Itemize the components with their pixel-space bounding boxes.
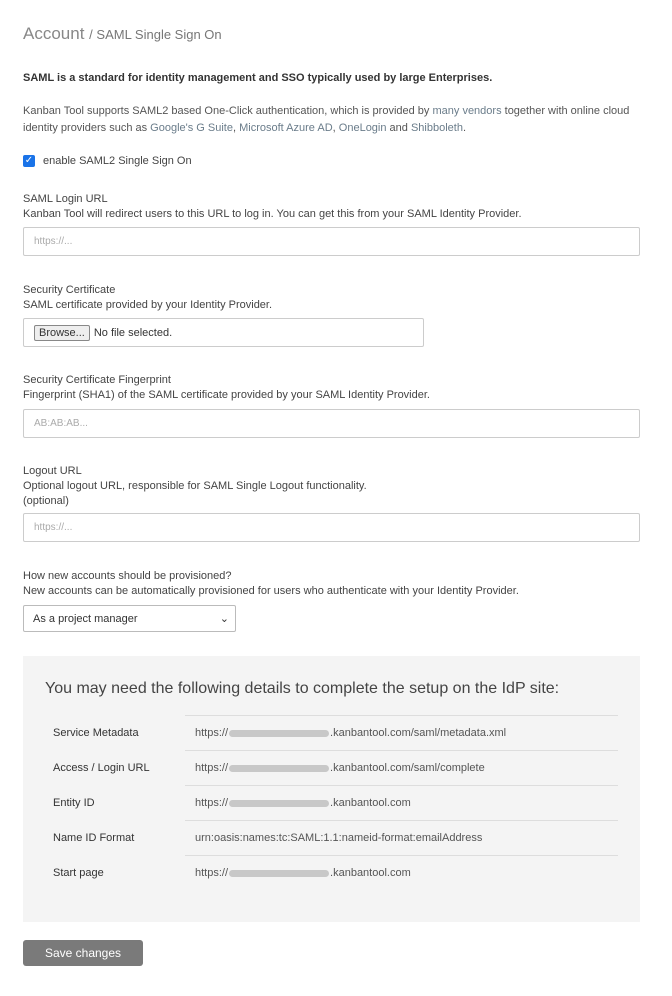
panel-heading: You may need the following details to complete the setup on the IdP site:: [45, 680, 560, 697]
detail-row: [53, 751, 618, 786]
title-subpage: / SAML Single Sign On: [89, 27, 222, 42]
save-changes-button[interactable]: Save changes: [23, 940, 143, 966]
detail-value: [195, 832, 482, 844]
logout-url-input[interactable]: https://...: [23, 513, 640, 542]
logout-help: Optional logout URL, responsible for SAML Single Logout functionality.: [23, 480, 367, 492]
detail-key: Service Metadata: [53, 727, 139, 739]
checkbox-checked-icon[interactable]: ✓: [24, 155, 34, 166]
detail-value: [195, 797, 411, 809]
detail-value: [195, 727, 506, 739]
detail-row: [53, 821, 618, 856]
chevron-down-icon: ⌄: [219, 613, 229, 625]
file-status: No file selected.: [93, 326, 173, 339]
redacted-subdomain: [229, 730, 329, 737]
detail-key: Entity ID: [53, 797, 95, 809]
login-url-label-group: [23, 192, 522, 222]
provision-label-group: [23, 569, 519, 599]
vendors-link[interactable]: many vendors: [432, 105, 502, 117]
intro-heading: SAML is a standard for identity management and SSO typically used by large Enterprises.: [23, 72, 493, 84]
intro-paragraph: [23, 103, 643, 137]
login-url-label: SAML Login URL: [23, 193, 108, 205]
certificate-label: Security Certificate: [23, 284, 116, 296]
login-url-input[interactable]: https://...: [23, 227, 640, 256]
fingerprint-label-group: [23, 373, 430, 403]
value-prefix: https://: [195, 727, 229, 739]
azure-link[interactable]: Microsoft Azure AD: [239, 122, 333, 134]
text: Kanban Tool supports SAML2 based One-Click authentication, which is provided by: [23, 105, 433, 117]
detail-value: [195, 762, 485, 774]
enable-sso-checkbox-row[interactable]: [23, 155, 192, 167]
login-url-help: Kanban Tool will redirect users to this URL to log in. You can get this from your SAML Identity Provider.: [23, 208, 522, 220]
provision-help: New accounts can be automatically provisioned for users who authenticate with your Identity Provider.: [23, 585, 519, 597]
value-suffix: .kanbantool.com: [330, 797, 411, 809]
detail-value: [195, 867, 411, 879]
logout-label-group: [23, 464, 367, 509]
detail-key: Start page: [53, 867, 104, 879]
redacted-subdomain: [229, 800, 329, 807]
detail-key: Access / Login URL: [53, 762, 150, 774]
enable-sso-label: enable SAML2 Single Sign On: [43, 155, 192, 167]
redacted-subdomain: [229, 765, 329, 772]
fingerprint-help: Fingerprint (SHA1) of the SAML certificate provided by your SAML Identity Provider.: [23, 389, 430, 401]
browse-button[interactable]: Browse...: [34, 325, 90, 341]
idp-details-panel: [23, 656, 640, 922]
fingerprint-input[interactable]: AB:AB:AB...: [23, 409, 640, 438]
value-prefix: https://: [195, 867, 229, 879]
text: ,: [332, 122, 339, 134]
shibboleth-link[interactable]: Shibboleth: [410, 122, 463, 134]
page-title: [23, 24, 222, 44]
detail-row: [53, 716, 618, 751]
value-prefix: https://: [195, 797, 229, 809]
certificate-help: SAML certificate provided by your Identity Provider.: [23, 299, 273, 311]
text: .: [462, 122, 467, 134]
title-account: Account: [23, 24, 85, 43]
certificate-label-group: [23, 283, 272, 313]
detail-key: Name ID Format: [53, 832, 135, 844]
value-text: urn:oasis:names:tc:SAML:1.1:nameid-format:emailAddress: [195, 832, 483, 844]
fingerprint-label: Security Certificate Fingerprint: [23, 374, 171, 386]
text: and: [386, 122, 411, 134]
google-link[interactable]: Google's G Suite: [150, 122, 233, 134]
onelogin-link[interactable]: OneLogin: [338, 122, 387, 134]
value-suffix: .kanbantool.com/saml/metadata.xml: [330, 727, 507, 739]
value-suffix: .kanbantool.com/saml/complete: [330, 762, 485, 774]
redacted-subdomain: [229, 870, 329, 877]
logout-label: Logout URL: [23, 465, 82, 477]
provision-selected: As a project manager: [33, 612, 138, 625]
value-prefix: https://: [195, 762, 229, 774]
logout-optional: (optional): [23, 495, 69, 507]
value-suffix: .kanbantool.com: [330, 867, 411, 879]
detail-row: [53, 786, 618, 821]
text: together with online cloud identity providers such as: [23, 105, 630, 134]
provision-label: How new accounts should be provisioned?: [23, 570, 232, 582]
detail-row: [53, 856, 618, 891]
certificate-file-input[interactable]: [23, 318, 424, 347]
text: ,: [232, 122, 240, 134]
provision-select[interactable]: [23, 605, 236, 632]
